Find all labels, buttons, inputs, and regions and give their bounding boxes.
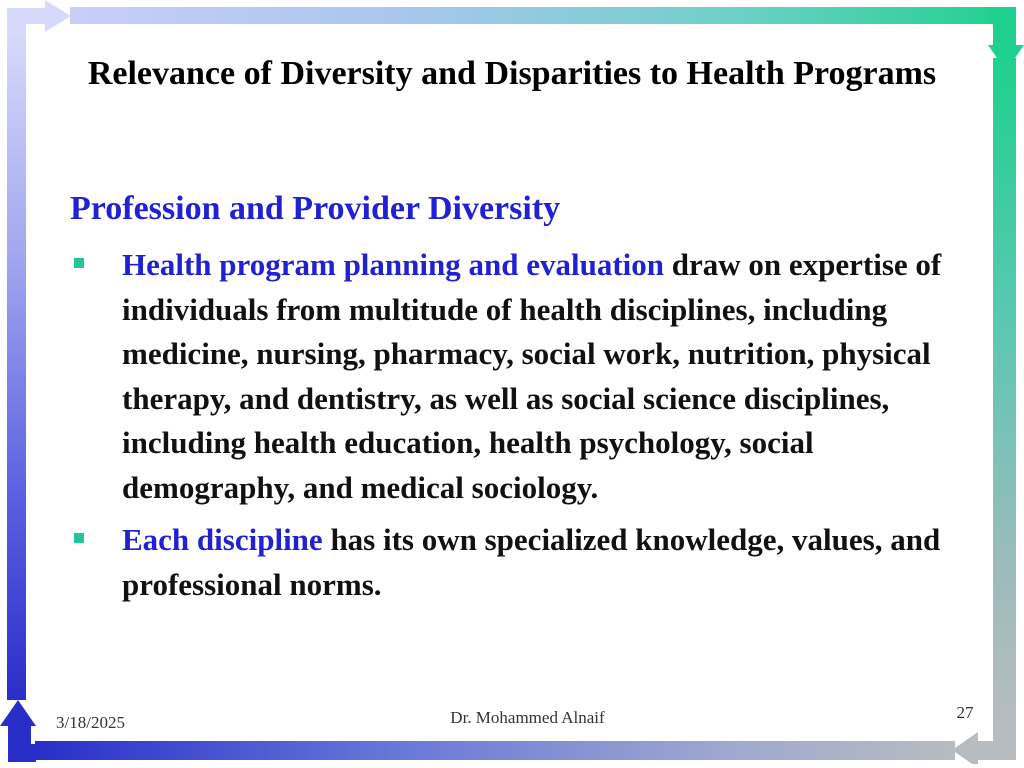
bullet-list bbox=[70, 243, 970, 615]
footer-author: Dr. Mohammed Alnaif bbox=[450, 708, 605, 727]
footer-date: 3/18/2025 bbox=[56, 713, 125, 732]
frame-right-bar bbox=[993, 58, 1016, 728]
arrow-up-icon bbox=[0, 700, 36, 762]
bullet-item bbox=[70, 518, 970, 607]
page-number: 27 bbox=[956, 703, 974, 722]
arrow-left-icon bbox=[952, 722, 1016, 764]
bullet-text: draw on expertise of individuals from multitude of health disciplines, including medicine, nursing, pharmacy, social work, nutrition, physical therapy, and dentistry, as well as social science disciplines, including health education, health psychology, social demography, and medical sociology. bbox=[122, 247, 942, 505]
frame-top-bar bbox=[70, 7, 1015, 24]
bullet-text: has its own specialized knowledge, values, and professional norms. bbox=[122, 522, 941, 602]
square-bullet-icon bbox=[74, 533, 84, 543]
bullet-highlight: Health program planning and evaluation bbox=[122, 247, 665, 282]
frame-bottom-bar bbox=[35, 741, 955, 760]
frame-left-bar bbox=[7, 32, 26, 700]
arrow-down-icon bbox=[988, 7, 1024, 71]
bullet-item bbox=[70, 243, 970, 510]
square-bullet-icon bbox=[74, 258, 84, 268]
arrow-right-icon bbox=[7, 0, 71, 36]
section-heading: Profession and Provider Diversity bbox=[70, 190, 561, 227]
bullet-highlight: Each discipline bbox=[122, 522, 323, 557]
slide-title: Relevance of Diversity and Disparities to Health Programs bbox=[87, 55, 937, 92]
